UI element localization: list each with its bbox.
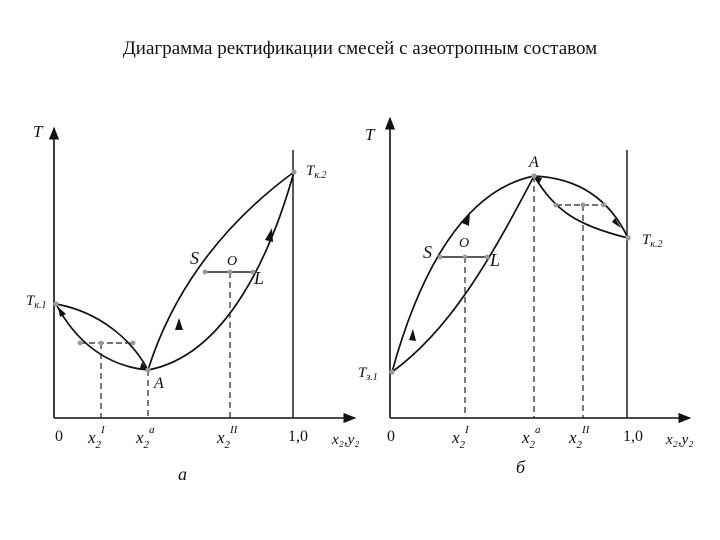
t-start-label-b: $Т_{з.1}$ xyxy=(358,365,378,383)
tick-x2-2-b: $x_2^{II}$ xyxy=(569,424,590,451)
page-title: Диаграмма ректификации смесей с азеотропным составом xyxy=(122,38,598,59)
diagram-a xyxy=(26,122,360,484)
o-label-b: O xyxy=(459,236,470,251)
point-azeotrope-b xyxy=(531,173,536,178)
origin-label-a: 0 xyxy=(55,428,63,445)
point-tie-left-2-a xyxy=(99,341,104,346)
lower-curve-left-b xyxy=(392,176,534,372)
azeotrope-label-b: A xyxy=(529,154,539,171)
vapour-curve-left-a xyxy=(56,304,148,370)
curve-arrow-b-1 xyxy=(409,329,416,341)
s-label-b: S xyxy=(423,242,432,262)
point-azeotrope-a xyxy=(145,367,150,372)
s-label-a: S xyxy=(190,248,199,268)
y-axis-label-a: T xyxy=(33,122,43,141)
point-o-b xyxy=(463,255,468,260)
point-tie-right-1-b xyxy=(554,203,559,208)
t-start-label-a: $Т_{к.1}$ xyxy=(26,293,47,311)
point-tie-right-2-b xyxy=(581,203,586,208)
point-l-b xyxy=(485,255,490,260)
caption-b: б xyxy=(516,457,526,477)
point-tk2-a xyxy=(291,169,296,174)
l-label-a: L xyxy=(254,268,265,288)
x-axis-label-b: x₂,y₂ xyxy=(666,432,694,448)
t-end-label-b: $Т_{к.2}$ xyxy=(642,232,663,250)
point-tie-left-3-a xyxy=(131,341,136,346)
caption-a: а xyxy=(178,464,187,484)
liquid-curve-left-a xyxy=(56,304,148,370)
point-tk2-b xyxy=(625,235,630,240)
curve-arrow-a-4 xyxy=(265,228,273,242)
x-end-label-a: 1,0 xyxy=(288,428,308,445)
vapour-curve-right-a xyxy=(148,172,294,370)
x-axis-label-a: x₂,y₂ xyxy=(332,432,360,448)
upper-curve-left-b xyxy=(392,176,534,372)
lower-curve-right-b xyxy=(534,176,628,238)
l-label-b: L xyxy=(490,250,501,270)
point-tk1-a xyxy=(53,301,58,306)
point-tie-left-1-a xyxy=(78,341,83,346)
point-s-b xyxy=(438,255,443,260)
curve-arrow-a-1 xyxy=(58,307,66,317)
tick-x2-2-a: $x_2^{II}$ xyxy=(217,424,238,451)
tick-x2-a-b: $x_2^a$ xyxy=(522,424,541,451)
t-end-label-a: $Т_{к.2}$ xyxy=(306,163,327,181)
point-s-a xyxy=(203,270,208,275)
azeotrope-label-a: A xyxy=(154,375,164,392)
upper-curve-right-b xyxy=(534,176,628,238)
point-o-a xyxy=(228,270,233,275)
o-label-a: O xyxy=(227,254,238,269)
tick-x2-1-b: $x_2^I$ xyxy=(452,424,469,451)
y-axis-label-b: T xyxy=(365,125,375,144)
liquid-curve-right-a xyxy=(148,172,294,370)
curve-arrow-a-3 xyxy=(175,318,183,330)
tick-x2-a-a: $x_2^a$ xyxy=(136,424,155,451)
point-tie-right-3-b xyxy=(602,203,607,208)
diagram-b xyxy=(358,118,694,477)
point-tz1-b xyxy=(389,369,394,374)
tick-x2-1-a: $x_2^I$ xyxy=(88,424,105,451)
curve-arrow-b-2 xyxy=(462,212,470,226)
origin-label-b: 0 xyxy=(387,428,395,445)
x-end-label-b: 1,0 xyxy=(623,428,643,445)
